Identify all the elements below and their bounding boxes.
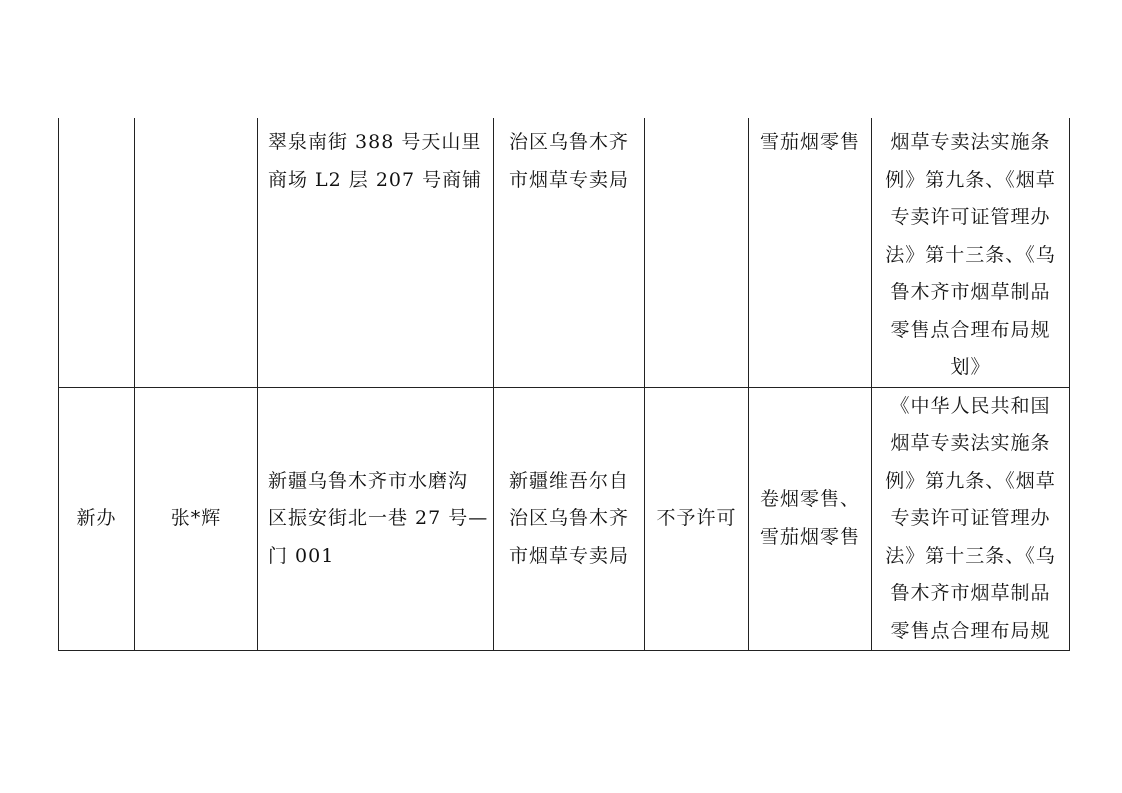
basis-line: 鲁木齐市烟草制品 — [890, 281, 1051, 303]
basis-line: 烟草专卖法实施条 — [890, 131, 1051, 153]
basis-line: 零售点合理布局规 — [890, 619, 1051, 642]
license-decision-table — [58, 118, 1070, 651]
address-line: 新疆乌鲁木齐市水磨沟 — [268, 469, 469, 492]
application-type: 新办 — [76, 507, 117, 529]
table-row — [59, 387, 1070, 651]
basis-cell — [872, 118, 1070, 387]
address-line: 翠泉南街 388 号天山里 — [268, 131, 482, 153]
basis-line: 零售点合理布局规 — [890, 318, 1051, 341]
authority-line: 市烟草专卖局 — [508, 544, 629, 567]
basis-line: 例》第九条、《烟草 — [885, 469, 1056, 492]
basis-line: 鲁木齐市烟草制品 — [890, 582, 1051, 604]
authority-line: 新疆维吾尔自 — [508, 469, 629, 492]
basis-line: 《中华人民共和国 — [890, 394, 1051, 417]
table-row — [59, 118, 1070, 387]
basis-line: 专卖许可证管理办 — [890, 507, 1051, 529]
decision-cell — [645, 118, 749, 387]
basis-line: 专卖许可证管理办 — [890, 206, 1051, 228]
authority-line: 市烟草专卖局 — [508, 168, 629, 191]
scope-line: 雪茄烟零售 — [759, 525, 860, 548]
basis-line: 例》第九条、《烟草 — [885, 168, 1056, 191]
name-cell — [135, 387, 258, 651]
address-cell — [258, 118, 494, 387]
basis-line: 划》 — [950, 356, 991, 378]
basis-line: 烟草专卖法实施条 — [890, 432, 1051, 454]
address-line: 门 001 — [268, 544, 335, 567]
basis-cell — [872, 387, 1070, 651]
applicant-name: 张*辉 — [170, 507, 222, 529]
address-line: 区振安街北一巷 27 号— — [268, 507, 489, 529]
authority-cell — [494, 387, 645, 651]
decision-result: 不予许可 — [656, 507, 737, 529]
authority-cell — [494, 118, 645, 387]
authority-line: 治区乌鲁木齐 — [508, 507, 629, 529]
scope-cell — [749, 387, 872, 651]
authority-line: 治区乌鲁木齐 — [508, 131, 629, 153]
scope-line: 雪茄烟零售 — [759, 131, 860, 153]
address-cell — [258, 387, 494, 651]
basis-line: 法》第十三条、《乌 — [885, 243, 1056, 266]
type-cell — [59, 118, 135, 387]
address-line: 商场 L2 层 207 号商铺 — [268, 168, 483, 191]
decision-cell — [645, 387, 749, 651]
scope-line: 卷烟零售、 — [759, 488, 860, 511]
name-cell — [135, 118, 258, 387]
type-cell — [59, 387, 135, 651]
scope-cell — [749, 118, 872, 387]
basis-line: 法》第十三条、《乌 — [885, 544, 1056, 567]
